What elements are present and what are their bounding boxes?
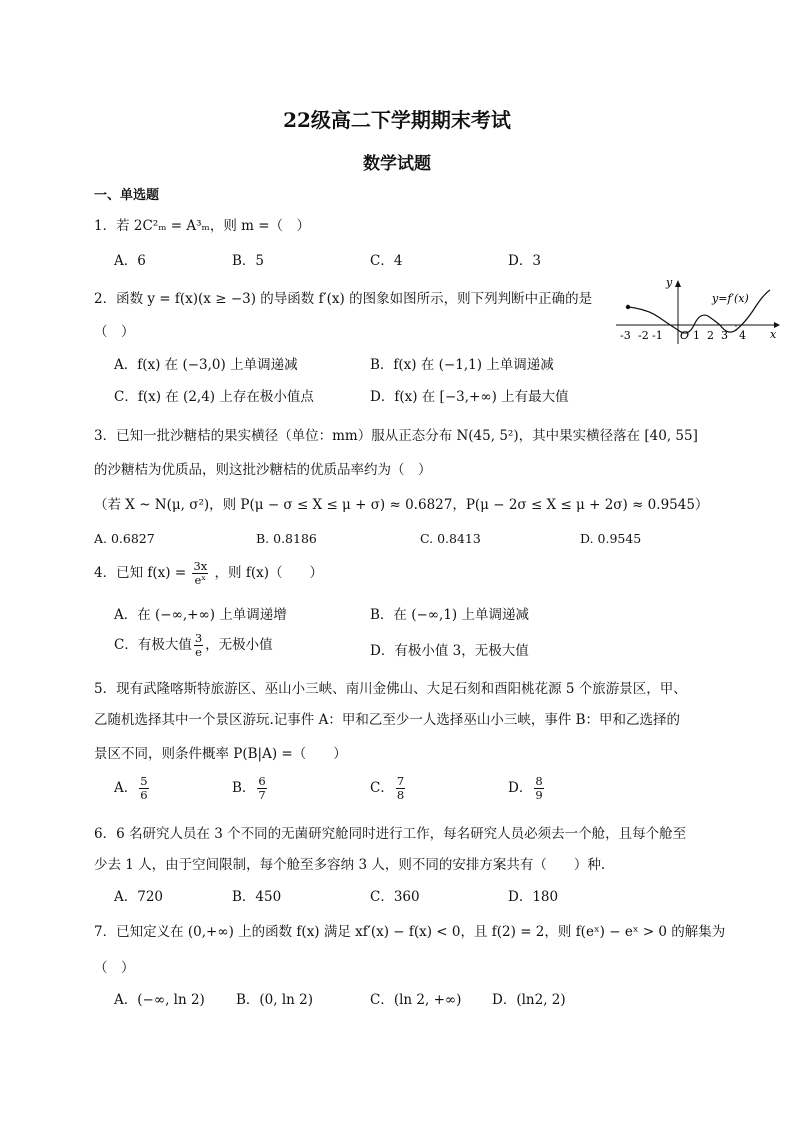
question-6-option-c: C．360 xyxy=(370,889,420,905)
fraction-numerator: 8 xyxy=(535,774,543,788)
curve-label: y=f′(x) xyxy=(712,292,749,305)
derivative-graph xyxy=(614,278,782,346)
question-1-option-b: B．5 xyxy=(232,253,265,269)
fraction-numerator: 3 xyxy=(194,631,203,645)
section-heading: 一、单选题 xyxy=(94,188,160,203)
option-fraction xyxy=(257,775,266,802)
fraction-numerator: 3x xyxy=(193,559,208,573)
question-2-option-d: D．f(x) 在 [−3,+∞) 上有最大值 xyxy=(370,389,569,405)
question-5-stem: 5．现有武隆喀斯特旅游区、巫山小三峡、南川金佛山、大足石刻和酉阳桃花源 5 个旅游景区，甲、 xyxy=(94,681,687,697)
origin-label: O xyxy=(680,329,690,342)
question-7-option-d: D．(ln2, 2) xyxy=(492,992,566,1008)
question-3-stem-line2: 的沙糖桔为优质品，则这批沙糖桔的优质品率约为（ ） xyxy=(94,462,432,478)
question-4-option-b: B．在 (−∞,1) 上单调递减 xyxy=(370,607,529,623)
question-2-blank: （ ） xyxy=(94,324,135,340)
question-4-stem-prefix: 4．已知 f(x) = xyxy=(94,565,187,581)
question-7-option-b: B．(0, ln 2) xyxy=(236,992,314,1008)
fraction-numerator: 7 xyxy=(396,774,405,788)
question-2-option-a: A．f(x) 在 (−3,0) 上单调递减 xyxy=(114,357,298,373)
question-4-stem-suffix: ，则 f(x)（ ） xyxy=(214,565,323,581)
question-1-stem: 1．若 2C²ₘ = A³ₘ，则 m =（ ） xyxy=(94,218,311,234)
question-7-stem: 7．已知定义在 (0,+∞) 上的函数 f(x) 满足 xf′(x) − f(x) < 0，且 f(2) = 2，则 f(eˣ) − eˣ > 0 的解集为 xyxy=(94,924,726,940)
question-2-option-c: C．f(x) 在 (2,4) 上存在极小值点 xyxy=(114,389,314,405)
question-7-option-c: C．(ln 2, +∞) xyxy=(370,992,462,1008)
question-6-stem-line2: 少去 1 人，由于空间限制，每个舱至多容纳 3 人，则不同的安排方案共有（ ）种. xyxy=(94,857,606,873)
tick-2: 2 xyxy=(707,329,714,342)
fraction-denominator: 8 xyxy=(396,788,405,802)
exam-title: 22级高二下学期期末考试 xyxy=(283,108,511,132)
fraction-denominator: 6 xyxy=(140,788,148,802)
option-fraction xyxy=(396,775,405,802)
tick-neg1: -1 xyxy=(652,329,663,342)
question-6-option-a: A．720 xyxy=(114,889,164,905)
question-7-blank: （ ） xyxy=(94,960,135,976)
question-4-option-a: A．在 (−∞,+∞) 上单调递增 xyxy=(114,607,287,623)
option-letter: B． xyxy=(232,780,256,796)
question-2-option-b: B．f(x) 在 (−1,1) 上单调递减 xyxy=(370,357,554,373)
question-3-option-a: A. 0.6827 xyxy=(94,531,155,546)
fraction-denominator: e xyxy=(195,645,202,659)
question-5-option-b xyxy=(232,775,269,802)
question-1-option-a: A．6 xyxy=(114,253,146,269)
y-axis-arrow-icon xyxy=(675,280,681,287)
question-6-option-b: B．450 xyxy=(232,889,282,905)
option-fraction xyxy=(139,775,148,802)
fraction-denominator: 7 xyxy=(258,788,266,802)
question-4-option-d: D．有极小值 3，无极大值 xyxy=(370,643,529,659)
question-2-stem: 2．函数 y = f(x)(x ≥ −3) 的导函数 f′(x) 的图象如图所示，则下列判断中正确的是 xyxy=(94,291,593,307)
tick-neg3: -3 xyxy=(620,329,631,342)
option-c-suffix: ，无极小值 xyxy=(205,637,273,653)
question-3-hint: （若 X ~ N(μ, σ²)，则 P(μ − σ ≤ X ≤ μ + σ) ≈ 0.6827，P(μ − 2σ ≤ X ≤ μ + 2σ) ≈ 0.9545） xyxy=(94,497,709,513)
question-5-stem-line3: 景区不同，则条件概率 P(B|A) =（ ） xyxy=(94,746,347,762)
option-letter: A． xyxy=(114,780,138,796)
tick-4: 4 xyxy=(739,329,746,342)
x-axis-label: x xyxy=(770,328,777,341)
question-5-option-c xyxy=(370,775,407,802)
exam-subtitle: 数学试题 xyxy=(363,154,431,174)
option-letter: C． xyxy=(370,780,394,796)
question-5-stem-line2: 乙随机选择其中一个景区游玩.记事件 A：甲和乙至少一人选择巫山小三峡，事件 B：甲和乙选择的 xyxy=(94,712,681,728)
question-6-stem: 6．6 名研究人员在 3 个不同的无菌研究舱同时进行工作，每名研究人员必须去一个舱，且每个舱至 xyxy=(94,826,687,842)
tick-3: 3 xyxy=(721,329,728,342)
tick-1: 1 xyxy=(693,329,700,342)
question-5-option-d xyxy=(508,775,546,802)
option-c-fraction xyxy=(194,632,203,659)
question-5-option-a xyxy=(114,775,151,802)
fraction-denominator: 9 xyxy=(535,788,543,802)
question-4-fraction xyxy=(192,560,208,587)
option-c-text: C．有极大值 xyxy=(114,637,192,653)
tick-neg2: -2 xyxy=(638,329,649,342)
fraction-numerator: 6 xyxy=(258,774,266,788)
y-axis-label: y xyxy=(666,278,673,289)
option-fraction xyxy=(534,775,543,802)
question-4-option-c xyxy=(114,632,273,659)
question-1-option-c: C．4 xyxy=(370,253,403,269)
question-3-option-c: C. 0.8413 xyxy=(420,531,481,546)
question-3-stem: 3．已知一批沙糖桔的果实横径（单位：mm）服从正态分布 N(45, 5²)，其中果实横径落在 [40, 55] xyxy=(94,428,698,444)
option-letter: D． xyxy=(508,780,533,796)
question-3-option-b: B. 0.8186 xyxy=(256,531,317,546)
question-7-option-a: A．(−∞, ln 2) xyxy=(114,992,205,1008)
question-3-option-d: D. 0.9545 xyxy=(580,531,642,546)
fraction-denominator: eˣ xyxy=(194,573,207,587)
question-6-option-d: D．180 xyxy=(508,889,559,905)
question-1-option-d: D．3 xyxy=(508,253,541,269)
fraction-numerator: 5 xyxy=(140,774,148,788)
question-4-stem xyxy=(94,560,323,587)
